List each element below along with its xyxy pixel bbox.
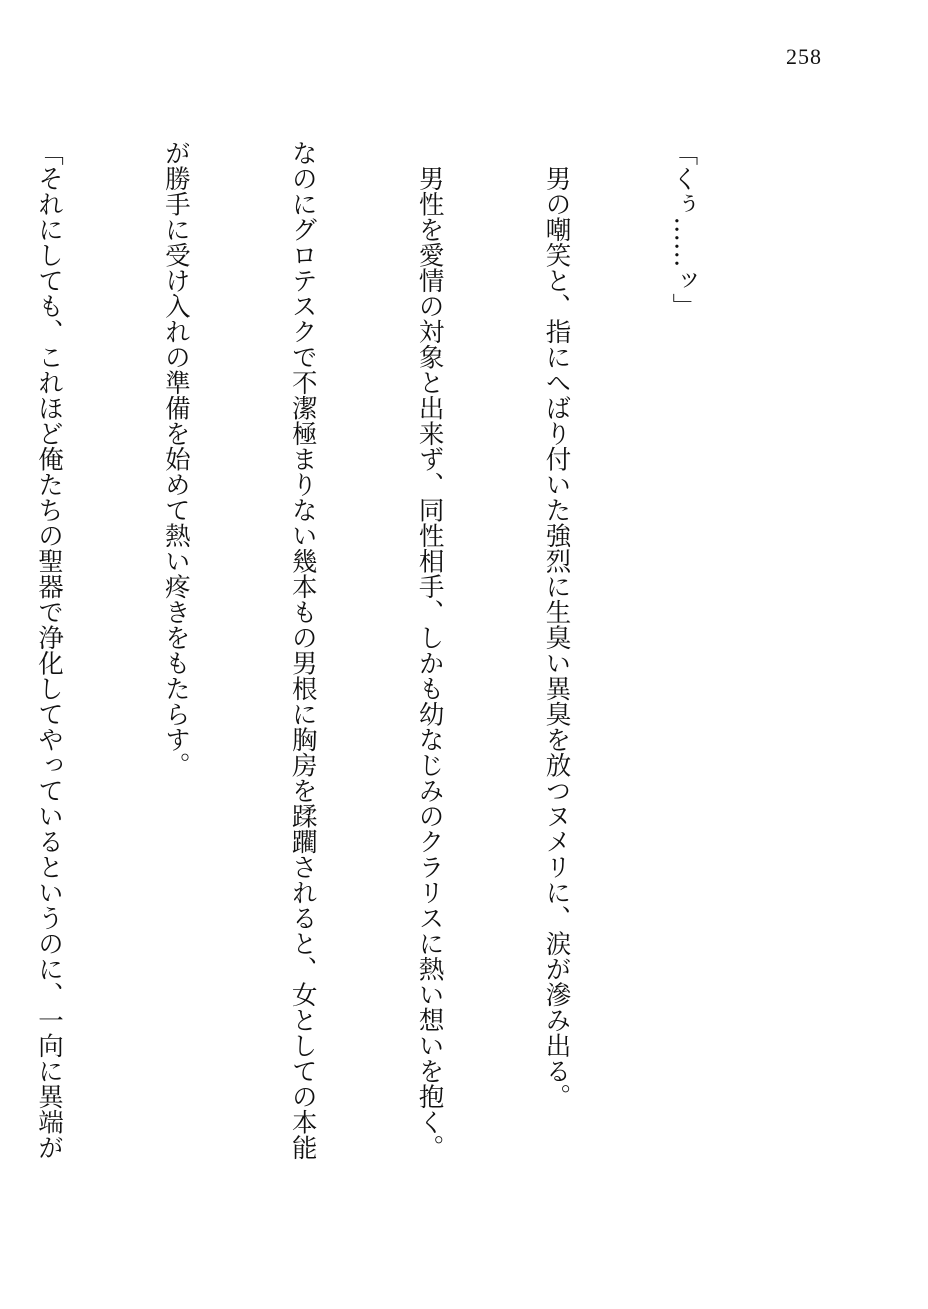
- text-line: なのにグロテスクで不潔極まりない幾本もの男根に胸房を蹂躙されると、女としての本能: [287, 140, 318, 1160]
- text-line: が勝手に受け入れの準備を始めて熱い疼きをもたらす。: [160, 140, 191, 778]
- text-line: 男性を愛情の対象と出来ず、同性相手、しかも幼なじみのクラリスに熱い想いを抱く。: [414, 140, 445, 1160]
- text-line: 「くぅ……ッ」: [668, 140, 699, 319]
- page-number: 258: [786, 44, 822, 69]
- text-line: 男の嘲笑と、指にへばり付いた強烈に生臭い異臭を放つヌメリに、涙が滲み出る。: [541, 140, 572, 1109]
- vertical-text-body: [33, 140, 789, 1250]
- text-line: 「それにしても、これほど俺たちの聖器で浄化してやっているというのに、一向に異端が: [33, 140, 64, 1160]
